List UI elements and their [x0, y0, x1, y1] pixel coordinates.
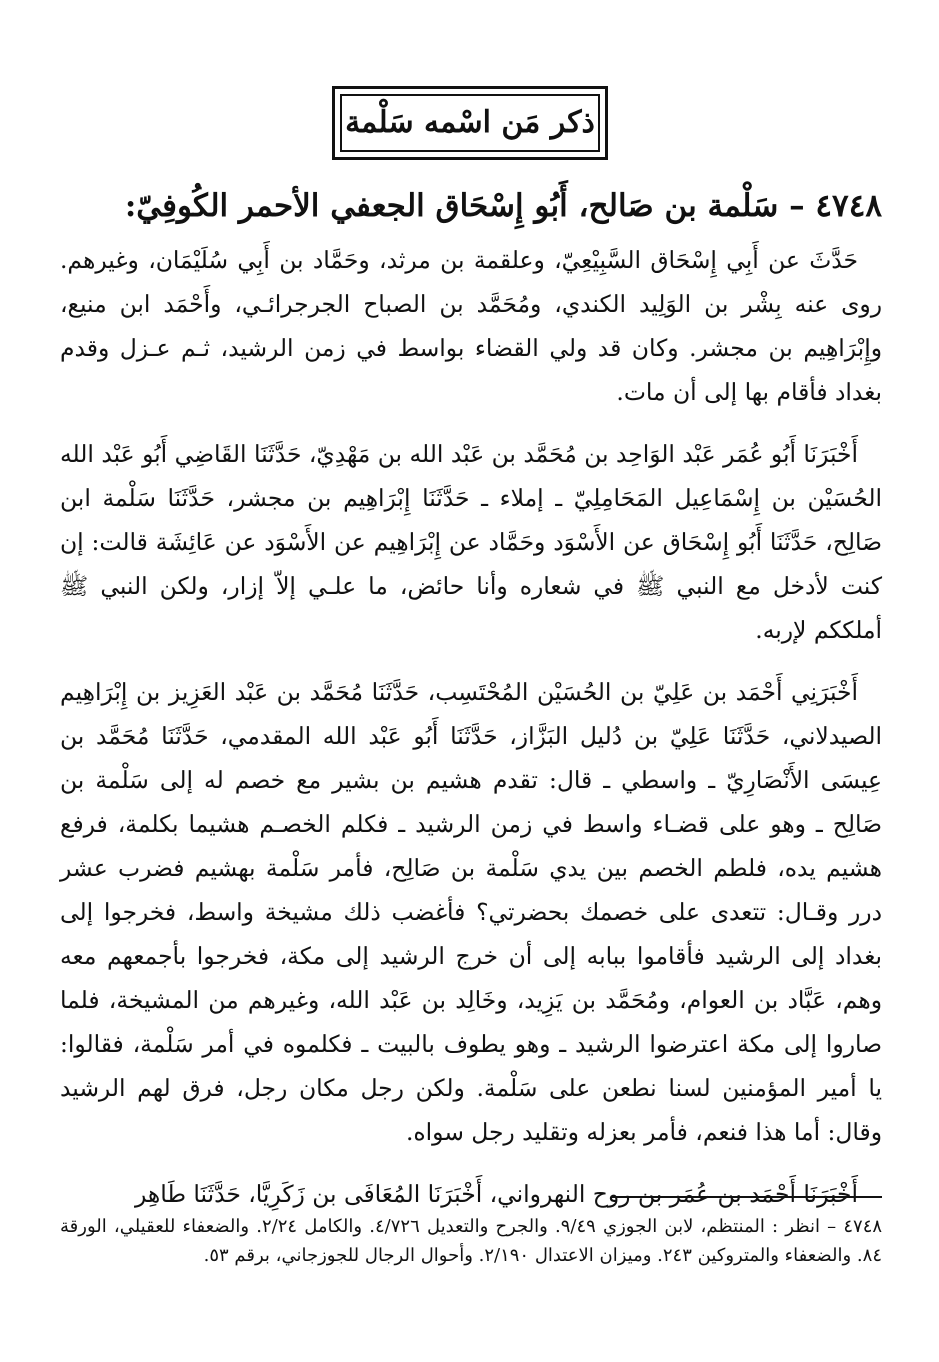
paragraph-biography: حَدَّثَ عن أَبِي إِسْحَاق السَّبِيْعِيّ، وعلقمة بن مرثد، وحَمَّاد بن أَبِي سُلَيْمَان، وغيرهم. روى عنه بِشْر بن الوَلِيد الكندي، ومُحَمَّد بن الصباح الجرجرائـي، وأَحْمَد ابن منيع، وإِبْرَاهِيم بن مجشر. وكان قد ولي القضاء بواسط في زمن الرشيد، ثـم عـزل وقدم بغداد فأقام بها إلى أن مات.	[60, 246, 882, 406]
paragraph-hadith-narration: أَخْبَرَنَا أَبُو عُمَر عَبْد الوَاحِد بن مُحَمَّد بن عَبْد الله بن مَهْدِيّ، حَدَّثَنَا القَاضِي أَبُو عَبْد الله الحُسَيْن بن إِسْمَاعِيل المَحَامِلِيّ ـ إملاء ـ حَدَّثَنَا إِبْرَاهِيم بن مجشر، حَدَّثَنَا سَلْمة ابن صَالِح، حَدَّثَنَا أَبُو إِسْحَاق عن الأَسْوَد وحَمَّاد عن إِبْرَاهِيم عن الأَسْوَد عن عَائِشَة قالت: إن كنت لأدخل مع النبي ﷺ في شعاره وأنا حائض، ما علـي إلاّ إزار، ولكن النبي ﷺ أملككم لإربه.	[60, 440, 882, 644]
body-text	[60, 238, 882, 1234]
paragraph-isnad-continuation: أَخْبَرَنَا أَحْمَد بن عُمَر بن روح النهرواني، أَخْبَرَنَا المُعَافَى بن زَكَرِيَّا، حَدَّثَنَا طَاهِر	[134, 1180, 858, 1208]
section-heading-frame	[332, 86, 608, 160]
section-heading: ذكر مَن اسْمه سَلْمة	[340, 94, 600, 152]
paragraph-hashim-story: أَخْبَرَنِي أَحْمَد بن عَلِيّ بن الحُسَيْن المُحْتَسِب، حَدَّثَنَا مُحَمَّد بن عَبْد العَزِيز بن إِبْرَاهِيم الصيدلاني، حَدَّثَنَا عَلِيّ بن دُليل البَزَّاز، حَدَّثَنَا أَبُو عَبْد الله المقدمي، حَدَّثَنَا مُحَمَّد بن عِيسَى الأَنْصَارِيّ ـ واسطي ـ قال: تقدم هشيم بن بشير مع خصم له إلى سَلْمة بن صَالِح ـ وهو على قضـاء واسط في زمن الرشيد ـ فكلم الخصـم هشيما بكلمة، فرفع هشيم يده، فلطم الخصم بين يدي سَلْمة بن صَالِح، فأمر سَلْمة بهشيم فضرب عشر درر وقـال: تتعدى على خصمك بحضرتي؟ فأغضب ذلك مشيخة واسط، فخرجوا إلى بغداد إلى الرشيد فأقاموا ببابه إلى أن خرج الرشيد إلى مكة، فخرجوا بأجمعهم معه وهم، عَبَّاد بن العوام، ومُحَمَّد بن يَزِيد، وخَالِد بن عَبْد الله، وغيرهم من المشيخة، فلما صاروا إلى مكة اعترضوا الرشيد ـ وهو يطوف بالبيت ـ فكلموه في أمر سَلْمة، فقالوا: يا أمير المؤمنين لسنا نطعن على سَلْمة. ولكن رجل مكان رجل، فرق لهم الرشيد وقال: أما هذا فنعم، فأمر بعزله وتقليد رجل سواه.	[60, 678, 882, 1146]
footnote-divider	[612, 1196, 882, 1198]
book-page	[60, 0, 882, 1362]
entry-title: ٤٧٤٨ – سَلْمة بن صَالح، أَبُو إِسْحَاق الجعفي الأحمر الكُوفِيّ:	[124, 188, 882, 224]
footnote: ٤٧٤٨ – انظر : المنتظم، لابن الجوزي ٩/٤٩. والجرح والتعديل ٤/٧٢٦. والكامل ٢/٢٤. والضعفاء للعقيلي، الورقة ٨٤. والضعفاء والمتروكين ٢٤٣. وميزان الاعتدال ٢/١٩٠. وأحوال الرجال للجوزجاني، برقم ٥٣.	[60, 1216, 883, 1266]
